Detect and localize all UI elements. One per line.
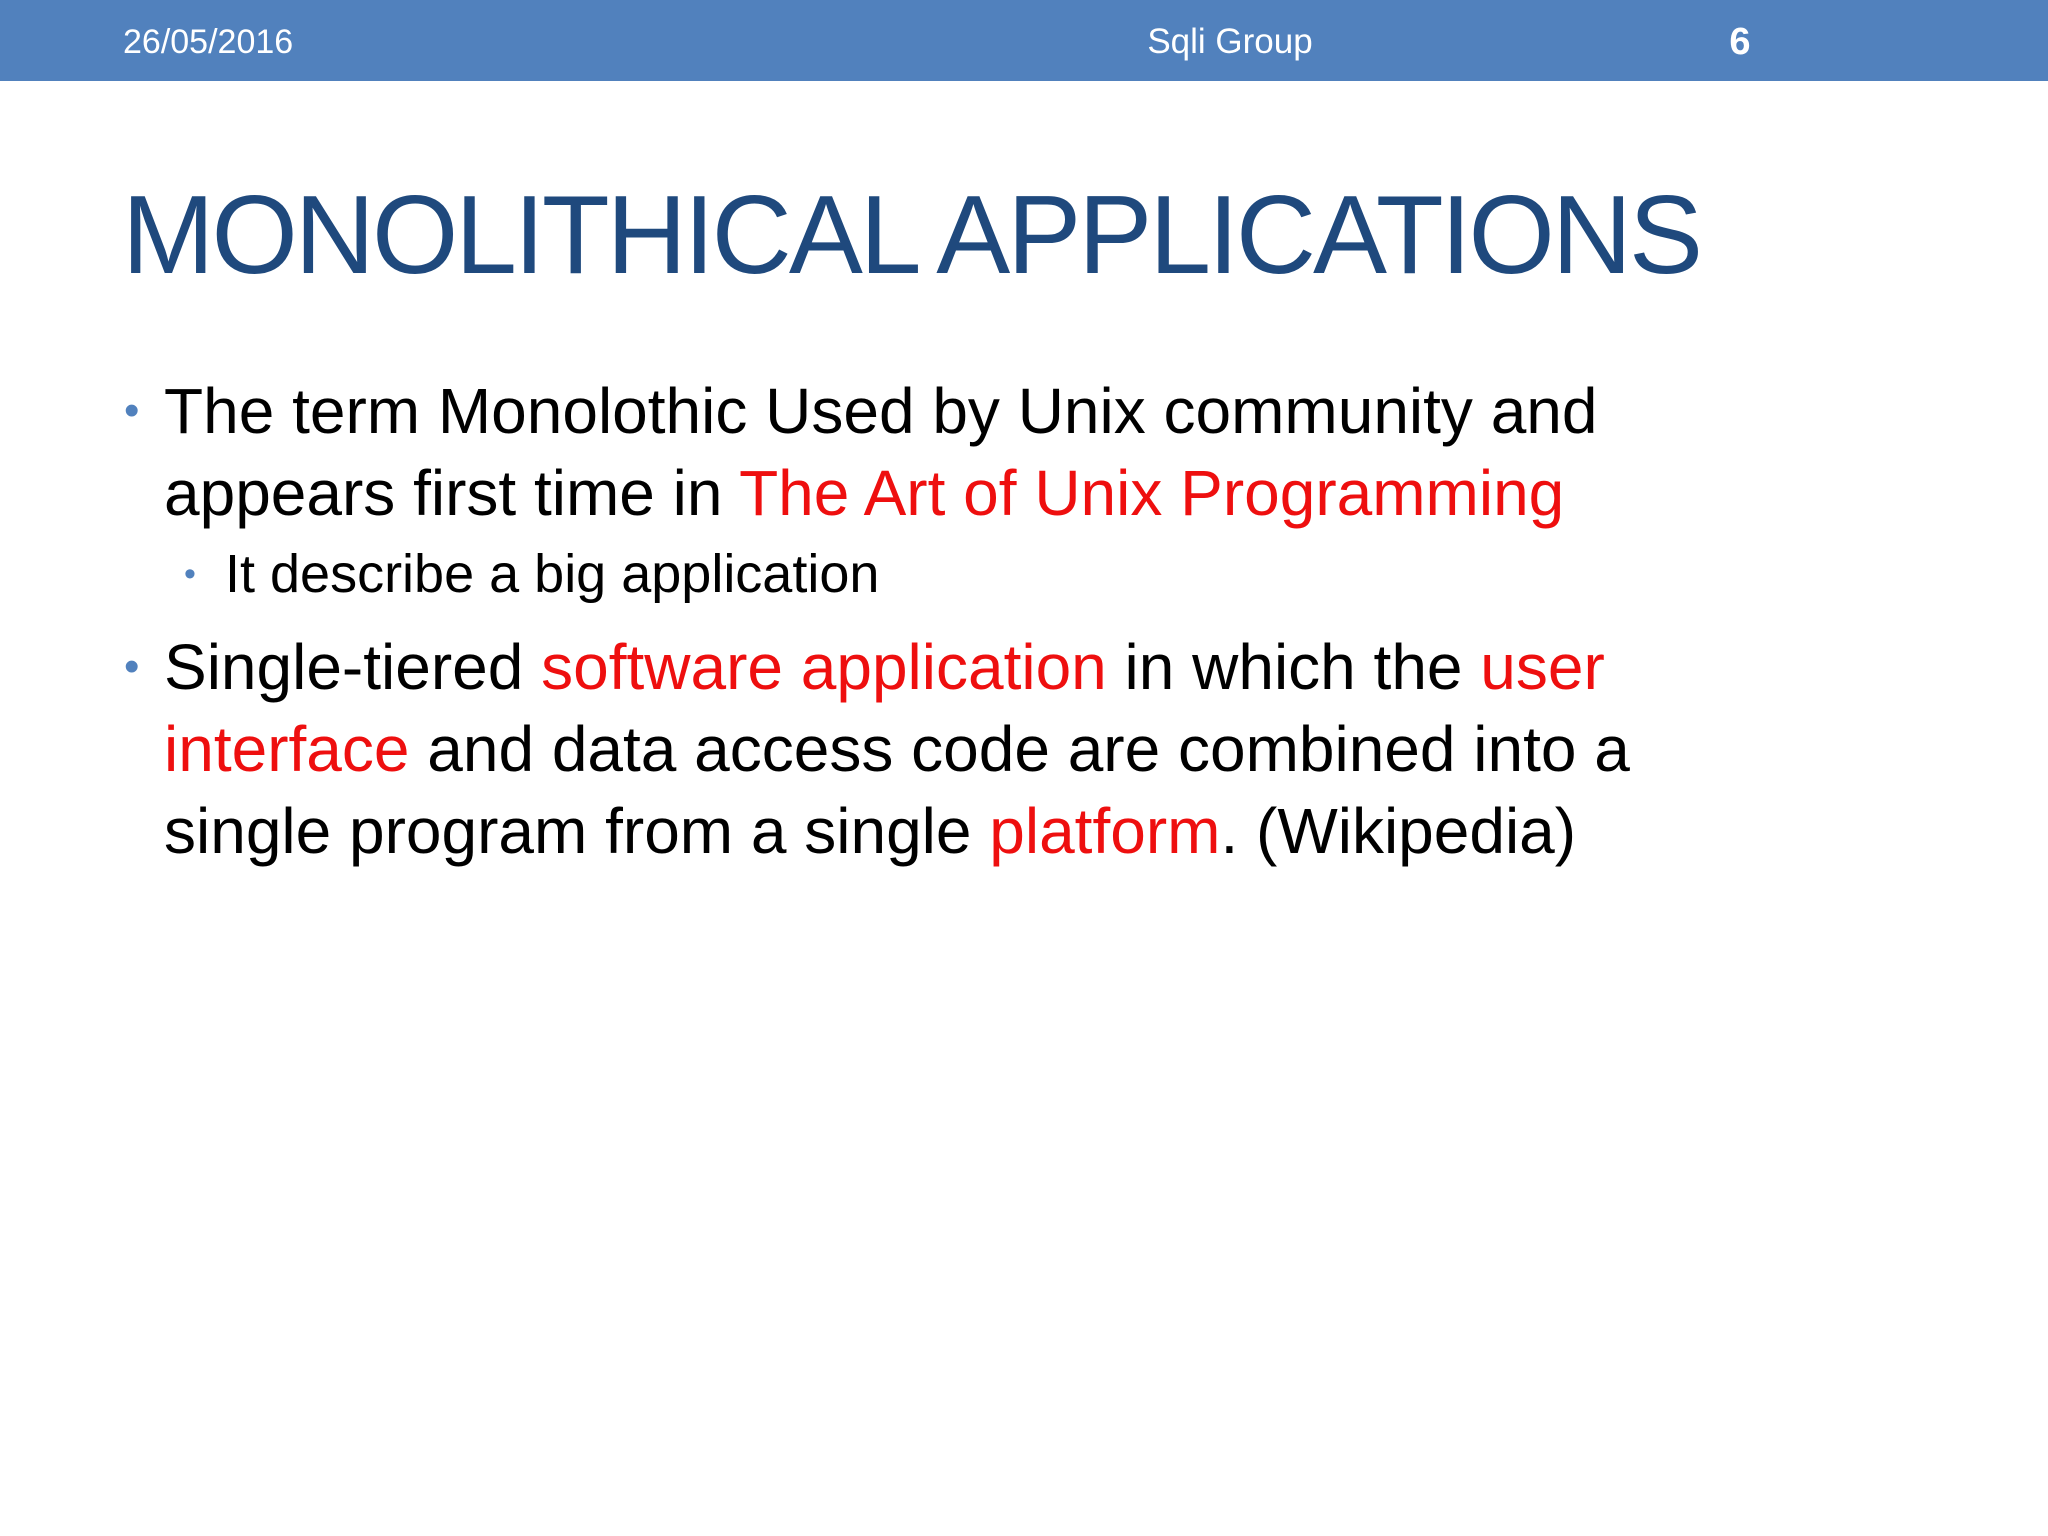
highlighted-text: software application bbox=[541, 631, 1107, 703]
sub-bullet-marker-icon: • bbox=[184, 555, 196, 593]
highlighted-text: The Art of Unix Programming bbox=[739, 457, 1565, 529]
sub-bullet-item bbox=[122, 539, 1782, 609]
bullet-text: The term Monolothic Used by Unix community and appears first time in bbox=[164, 375, 1598, 529]
highlighted-text: platform bbox=[989, 795, 1221, 867]
bullet-item bbox=[122, 370, 1782, 534]
bullet-text: Single-tiered bbox=[164, 631, 542, 703]
header-date: 26/05/2016 bbox=[123, 23, 294, 61]
bullet-marker-icon: • bbox=[124, 386, 140, 435]
highlighted-text: user interface bbox=[164, 631, 1605, 785]
bullet-text: and data access code are combined into a single program from a single bbox=[164, 713, 1630, 867]
sub-bullet-text: It describe a big application bbox=[225, 544, 880, 604]
bullet-marker-icon: • bbox=[124, 642, 140, 691]
bullet-item bbox=[122, 626, 1782, 872]
bullet-text: in which the bbox=[1106, 631, 1481, 703]
header-bar bbox=[0, 0, 2048, 81]
bullet-list bbox=[122, 370, 1782, 872]
slide-title: MONOLITHICAL APPLICATIONS bbox=[122, 173, 1701, 297]
header-company: Sqli Group bbox=[1147, 22, 1313, 61]
bullet-text: . (Wikipedia) bbox=[1220, 795, 1577, 867]
page-number: 6 bbox=[1729, 21, 1751, 63]
